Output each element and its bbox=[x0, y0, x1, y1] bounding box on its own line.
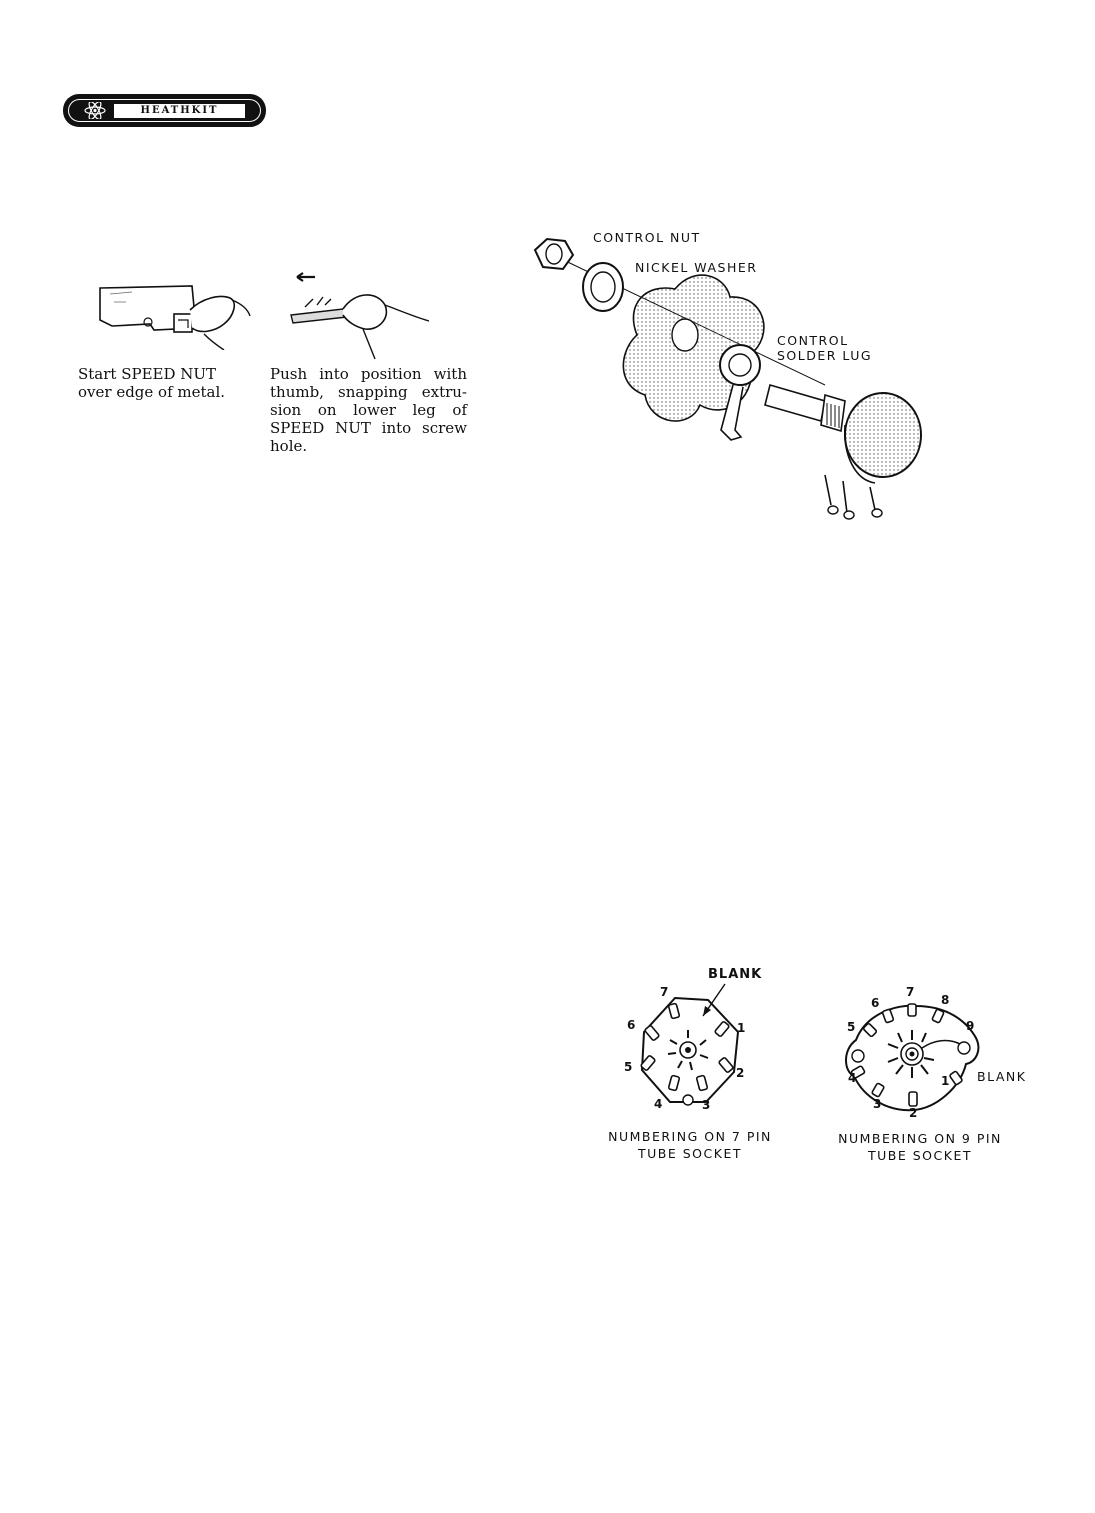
speed-nut-push-illustration bbox=[285, 265, 435, 360]
arrow-left-icon bbox=[297, 273, 315, 281]
nine-pin-label-5: 5 bbox=[847, 1020, 856, 1034]
seven-pin-blank-label: BLANK bbox=[708, 967, 763, 982]
nine-pin-label-1: 1 bbox=[941, 1074, 950, 1088]
seven-pin-label-6: 6 bbox=[627, 1018, 636, 1032]
speed-nut-start-illustration bbox=[92, 280, 252, 350]
nine-pin-label-3: 3 bbox=[873, 1097, 882, 1111]
seven-pin-label-1: 1 bbox=[737, 1021, 746, 1035]
heathkit-logo bbox=[63, 94, 266, 127]
seven-pin-caption-line1: NUMBERING ON 7 PIN bbox=[608, 1129, 772, 1144]
seven-pin-label-3: 3 bbox=[702, 1098, 711, 1112]
nine-pin-socket-drawing bbox=[836, 1000, 986, 1115]
nine-pin-label-2: 2 bbox=[909, 1106, 918, 1120]
nine-pin-label-4: 4 bbox=[848, 1071, 857, 1085]
nine-pin-caption bbox=[820, 1130, 1020, 1164]
label-control-solder-lug-line1: CONTROL bbox=[777, 333, 849, 348]
seven-pin-caption-line2: TUBE SOCKET bbox=[638, 1146, 742, 1161]
blank-pointer-arrow-icon bbox=[695, 982, 735, 1022]
seven-pin-label-2: 2 bbox=[736, 1066, 745, 1080]
speed-nut-start-caption: Start SPEED NUT over edge of metal. bbox=[78, 365, 226, 401]
speed-nut-push-caption: Push into position with thumb, snapping extru-sion on lower leg of SPEED NUT into screw hole. bbox=[270, 365, 467, 455]
brand-text: HEATHKIT bbox=[114, 104, 245, 118]
nine-pin-label-8: 8 bbox=[941, 993, 950, 1007]
nine-pin-caption-line1: NUMBERING ON 9 PIN bbox=[838, 1131, 1002, 1146]
potentiometer-body bbox=[845, 393, 921, 477]
nine-pin-label-6: 6 bbox=[871, 996, 880, 1010]
nine-pin-caption-line2: TUBE SOCKET bbox=[868, 1148, 972, 1163]
seven-pin-caption bbox=[590, 1128, 790, 1162]
nine-pin-label-7: 7 bbox=[906, 985, 915, 999]
label-nickel-washer: NICKEL WASHER bbox=[635, 260, 758, 275]
nine-pin-label-9: 9 bbox=[966, 1019, 975, 1033]
label-control-solder-lug-line2: SOLDER LUG bbox=[777, 348, 873, 363]
seven-pin-label-5: 5 bbox=[624, 1060, 633, 1074]
seven-pin-label-4: 4 bbox=[654, 1097, 663, 1111]
nine-pin-blank-label: BLANK bbox=[977, 1069, 1027, 1084]
atom-icon bbox=[83, 102, 107, 119]
seven-pin-label-7: 7 bbox=[660, 985, 669, 999]
label-control-nut: CONTROL NUT bbox=[593, 230, 701, 245]
